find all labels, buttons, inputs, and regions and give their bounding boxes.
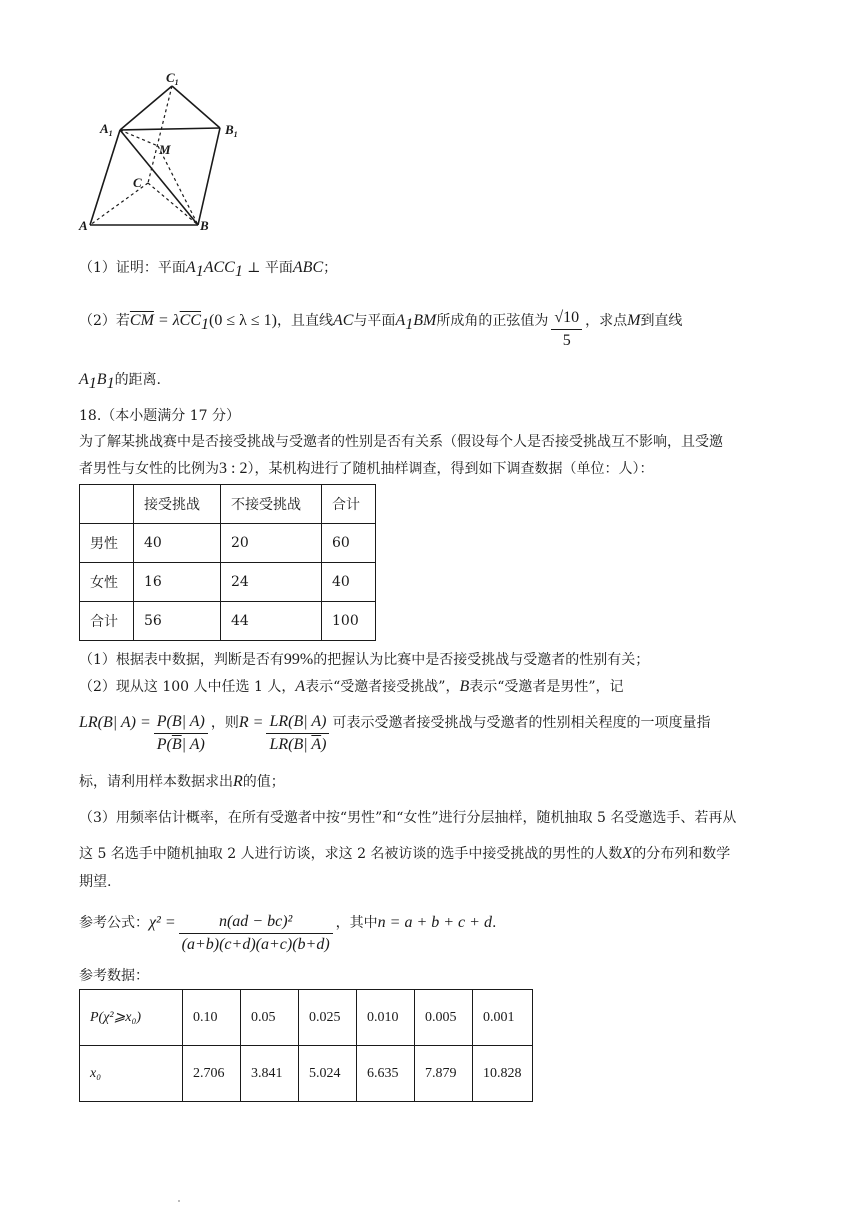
table-row bbox=[80, 485, 376, 524]
prism-figure bbox=[70, 68, 260, 238]
reference-data-label: 参考数据： bbox=[79, 968, 149, 984]
table-cell: 10.828 bbox=[473, 1046, 533, 1102]
table-header: P(χ²⩾x₀) bbox=[80, 990, 183, 1046]
label-b: B bbox=[200, 218, 209, 233]
edge-c-b bbox=[148, 183, 198, 225]
label-a1: $A_1$ bbox=[100, 121, 113, 138]
table-row bbox=[80, 602, 376, 641]
table-header: 不接受挑战 bbox=[221, 485, 322, 524]
table-cell: 40 bbox=[322, 563, 376, 602]
table-cell: 40 bbox=[134, 524, 221, 563]
q18-part3-line1: （3）用频率估计概率，在所有受邀者中按“男性”和“女性”进行分层抽样，随机抽取 5 名受邀选手、若再从 bbox=[79, 810, 737, 826]
table-cell: 44 bbox=[221, 602, 322, 641]
table-row bbox=[80, 990, 533, 1046]
label-a: A bbox=[79, 218, 88, 233]
q18-part1: （1）根据表中数据，判断是否有99%的把握认为比赛中是否接受挑战与受邀者的性别有关； bbox=[79, 651, 650, 668]
table-row bbox=[80, 1046, 533, 1102]
q18-part3-line3: 期望. bbox=[79, 874, 112, 890]
table-cell: 2.706 bbox=[183, 1046, 241, 1102]
q17-part2: （2）若$\overline{CM} = \lambda\overline{CC}_1(0 \le \lambda \le 1)$，且直线AC与平面$A_1BM$所成角的正弦值为 $\frac{√10}{5}$ ，求点M到直线 bbox=[79, 309, 683, 349]
table-row bbox=[80, 563, 376, 602]
table-header: 接受挑战 bbox=[134, 485, 221, 524]
edge-a1-b1 bbox=[120, 128, 220, 130]
table-cell: 0.10 bbox=[183, 990, 241, 1046]
edge-a1-a bbox=[90, 130, 120, 225]
q18-intro-line1: 为了解某挑战赛中是否接受挑战与受邀者的性别是否有关系（假设每个人是否接受挑战互不影响，且受邀 bbox=[79, 434, 723, 450]
table-cell: 60 bbox=[322, 524, 376, 563]
table-cell: 24 bbox=[221, 563, 322, 602]
edge-c1-a1 bbox=[120, 86, 172, 130]
table-cell: 7.879 bbox=[415, 1046, 473, 1102]
edge-b1-b bbox=[198, 128, 220, 225]
table-cell: 0.010 bbox=[357, 990, 415, 1046]
q18-part2-cont: 标，请利用样本数据求出R的值； bbox=[79, 773, 285, 790]
table-cell: 100 bbox=[322, 602, 376, 641]
table-header: 合计 bbox=[322, 485, 376, 524]
table-cell: 0.025 bbox=[299, 990, 357, 1046]
table-cell: 0.05 bbox=[241, 990, 299, 1046]
table-cell: 16 bbox=[134, 563, 221, 602]
q18-part2: （2）现从这 100 人中任选 1 人，A表示“受邀者接受挑战”，B表示“受邀者是男性”，记 bbox=[79, 678, 624, 695]
edge-c1-c bbox=[148, 86, 172, 183]
table-cell: 女性 bbox=[80, 563, 134, 602]
table-cell: 男性 bbox=[80, 524, 134, 563]
table-cell: 3.841 bbox=[241, 1046, 299, 1102]
table-header: x₀ bbox=[80, 1046, 183, 1102]
label-b1: $B_1$ bbox=[225, 122, 238, 139]
q17-part2-cont: $A_1B_1$的距离. bbox=[79, 371, 162, 392]
label-m: M bbox=[159, 142, 171, 157]
q18-intro-line2: 者男性与女性的比例为3 : 2），某机构进行了随机抽样调查，得到如下调查数据（单位：人）： bbox=[79, 460, 654, 477]
table-cell: 6.635 bbox=[357, 1046, 415, 1102]
table-cell: 合计 bbox=[80, 602, 134, 641]
edge-m-b bbox=[158, 146, 198, 225]
table-cell: 5.024 bbox=[299, 1046, 357, 1102]
reference-table bbox=[79, 989, 533, 1102]
table-cell: 56 bbox=[134, 602, 221, 641]
table-cell bbox=[80, 485, 134, 524]
lr-definition: LR(B| A) = $\frac{P(B| A)}{P(\overline{B}| A)}$ ，则R = $\frac{LR(B| A)}{LR(B| \overline{A})}$ 可表示受邀者接受挑战与受邀者的性别相关程度的一项度量指 bbox=[79, 713, 711, 753]
page-speck bbox=[178, 1200, 180, 1202]
table-cell: 0.005 bbox=[415, 990, 473, 1046]
edge-c1-b1 bbox=[172, 86, 220, 128]
reference-formula: 参考公式：χ² = $\frac{\text{n(ad − bc)²}}{(a+b)(c+d)(a+c)(b+d)}$ ，其中n = a + b + c + d. bbox=[79, 913, 497, 953]
q18-heading: 18.（本小题满分 17 分） bbox=[79, 408, 240, 424]
q17-part1: （1）证明：平面$A_1ACC_1$ ⊥ 平面ABC； bbox=[79, 259, 338, 280]
table-cell: 0.001 bbox=[473, 990, 533, 1046]
label-c: C bbox=[133, 175, 142, 190]
table-row bbox=[80, 524, 376, 563]
q18-part3-line2: 这 5 名选手中随机抽取 2 人进行访谈，求这 2 名被访谈的选手中接受挑战的男性的人数X的分布列和数学 bbox=[79, 845, 731, 862]
table-cell: 20 bbox=[221, 524, 322, 563]
label-c1: $C_1$ bbox=[166, 70, 179, 87]
survey-table bbox=[79, 484, 376, 641]
